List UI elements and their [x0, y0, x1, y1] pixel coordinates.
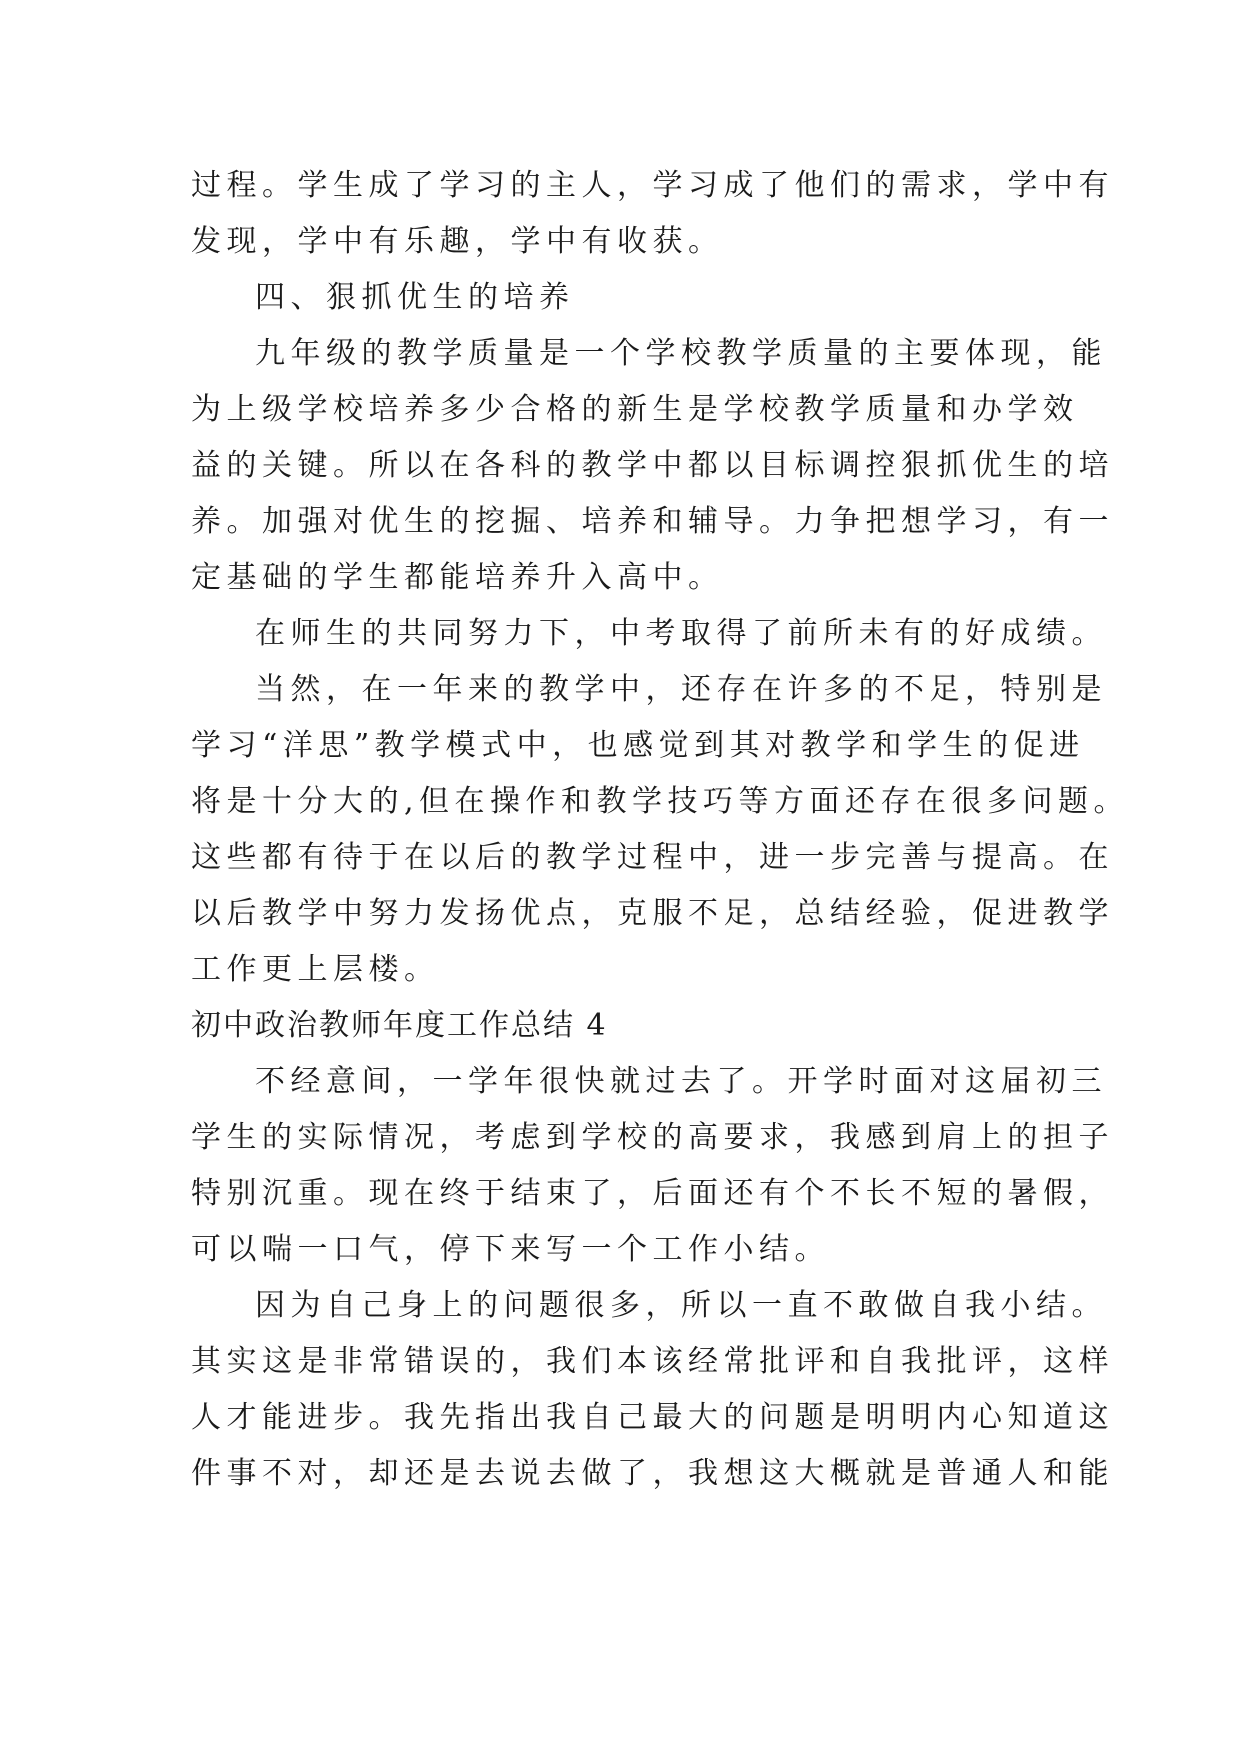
text-line: 在师生的共同努力下，中考取得了前所未有的好成绩。 — [255, 616, 1107, 651]
text-line: 养。加强对优生的挖掘、培养和辅导。力争把想学习，有一 — [191, 504, 1114, 539]
text-line: 将是十分大的,但在操作和教学技巧等方面还存在很多问题。 — [191, 784, 1130, 819]
text-line: 特别沉重。现在终于结束了，后面还有个不长不短的暑假， — [191, 1176, 1114, 1211]
text-line: 因为自己身上的问题很多，所以一直不敢做自我小结。 — [255, 1288, 1107, 1323]
text-line: 当然，在一年来的教学中，还存在许多的不足，特别是 — [255, 672, 1107, 707]
article-heading: 初中政治教师年度工作总结 4 — [191, 1008, 608, 1043]
text-line: 学习“洋思”教学模式中，也感觉到其对教学和学生的促进 — [191, 728, 1085, 763]
text-line: 为上级学校培养多少合格的新生是学校教学质量和办学效 — [191, 392, 1079, 427]
text-line: 发现，学中有乐趣，学中有收获。 — [191, 224, 724, 259]
section-heading: 四、狠抓优生的培养 — [255, 280, 575, 315]
text-line: 过程。学生成了学习的主人，学习成了他们的需求，学中有 — [191, 168, 1114, 203]
text-line: 以后教学中努力发扬优点，克服不足，总结经验，促进教学 — [191, 896, 1114, 931]
text-line: 益的关键。所以在各科的教学中都以目标调控狠抓优生的培 — [191, 448, 1114, 483]
text-line: 学生的实际情况，考虑到学校的高要求，我感到肩上的担子 — [191, 1120, 1114, 1155]
text-line: 工作更上层楼。 — [191, 952, 440, 987]
text-line: 定基础的学生都能培养升入高中。 — [191, 560, 724, 595]
text-line: 九年级的教学质量是一个学校教学质量的主要体现，能 — [255, 336, 1107, 371]
text-line: 人才能进步。我先指出我自己最大的问题是明明内心知道这 — [191, 1400, 1114, 1435]
text-line: 件事不对，却还是去说去做了，我想这大概就是普通人和能 — [191, 1456, 1114, 1491]
text-line: 这些都有待于在以后的教学过程中，进一步完善与提高。在 — [191, 840, 1114, 875]
text-line: 不经意间，一学年很快就过去了。开学时面对这届初三 — [255, 1064, 1107, 1099]
text-line: 可以喘一口气，停下来写一个工作小结。 — [191, 1232, 830, 1267]
text-line: 其实这是非常错误的，我们本该经常批评和自我批评，这样 — [191, 1344, 1114, 1379]
